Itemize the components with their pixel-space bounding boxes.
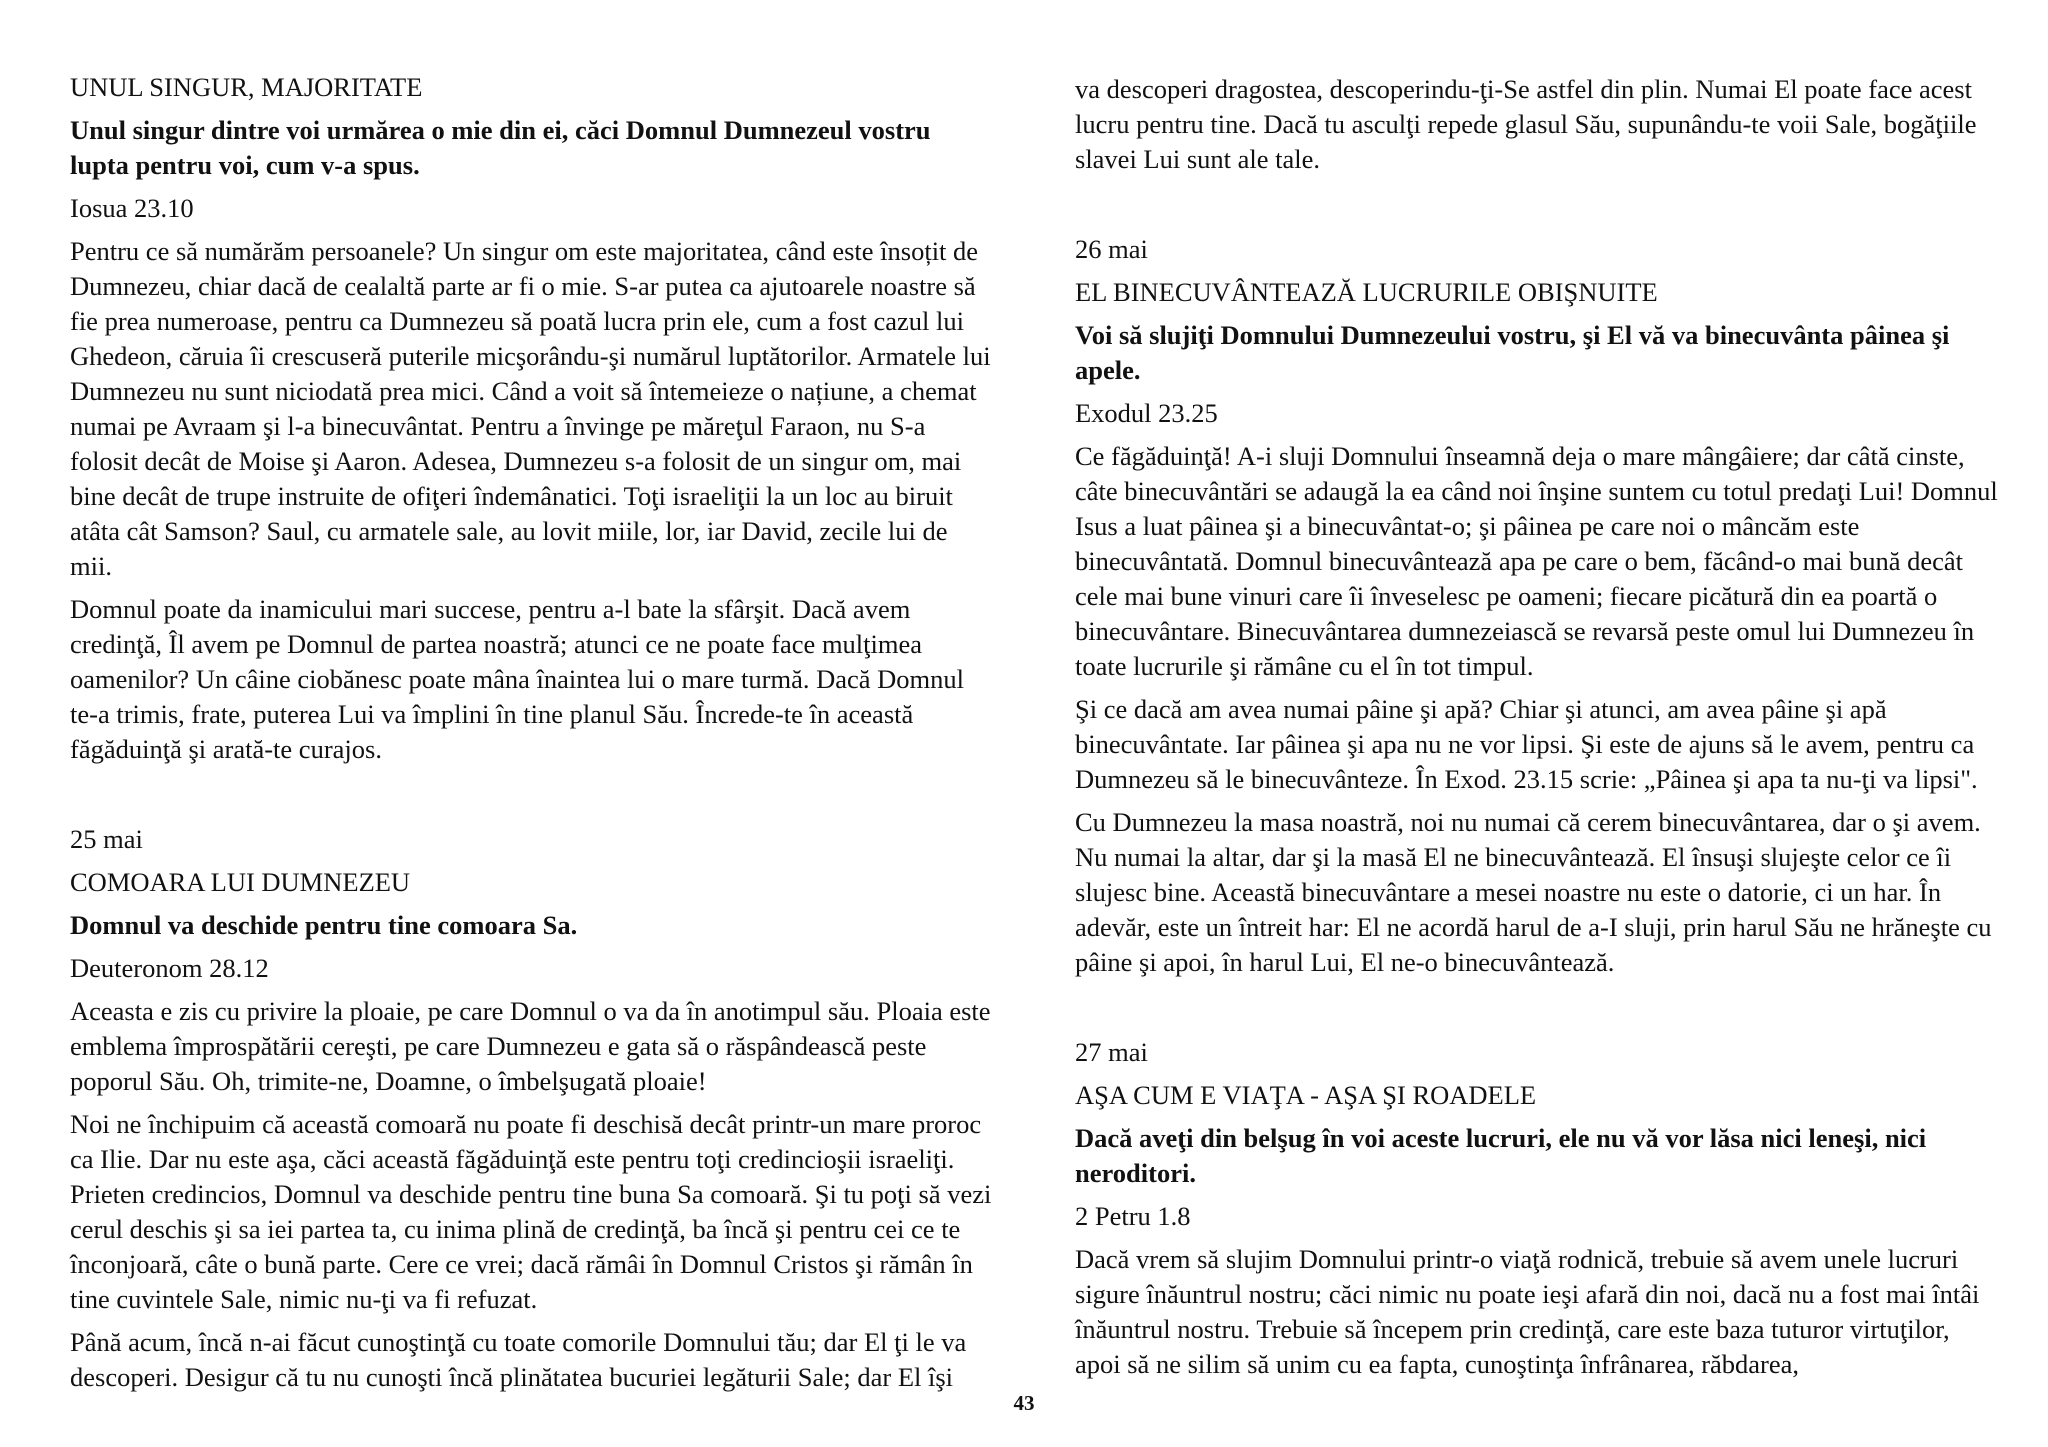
body-paragraph: Pentru ce să numărăm persoanele? Un singur om este majoritatea, când este însoțit de Dumnezeu, chiar dacă de cealaltă parte ar fi o mie. S-ar putea ca ajutoarele noastre să fie prea numeroase, pentru ca Dumnezeu să poată lucra prin ele, cum a fost cazul lui Ghedeon, căruia îi crescuseră puterile micşorându-şi numărul luptătorilor. Armatele lui Dumnezeu nu sunt niciodată prea mici. Când a voit să întemeieze o națiune, a chemat numai pe Avraam şi l-a binecuvântat. Pentru a învinge pe măreţul Faraon, nu S-a folosit decât de Moise şi Aaron. Adesea, Dumnezeu s-a folosit de un singur om, mai bine decât de trupe instruite de ofiţeri îndemânatici. Toţi israeliţii la un loc au biruit atâta cât Samson? Saul, cu armatele sale, au lovit miile, lor, iar David, zecile lui de mii. xyxy=(70,236,991,581)
devotional-entry xyxy=(70,822,995,1395)
continued-paragraph: va descoperi dragostea, descoperindu-ţi-Se astfel din plin. Numai El poate face acest lucru pentru tine. Dacă tu asculţi repede glasul Său, supunându-te voii Sale, bogăţiile slavei Lui sunt ale tale. xyxy=(1075,74,1977,174)
verse-reference: 2 Petru 1.8 xyxy=(1075,1201,1191,1231)
devotional-entry xyxy=(1075,232,2000,980)
entry-title: EL BINECUVÂNTEAZĂ LUCRURILE OBIŞNUITE xyxy=(1075,277,1658,307)
entry-date: 25 mai xyxy=(70,824,143,854)
entry-title: COMOARA LUI DUMNEZEU xyxy=(70,867,411,897)
body-paragraph: Cu Dumnezeu la masa noastră, noi nu numai că cerem binecuvântarea, dar o şi avem. Nu numai la altar, dar şi la masă El ne binecuvântează. El însuşi slujeşte celor ce îi slujesc bine. Această binecuvântare a mesei noastre nu este o datorie, ci un har. În adevăr, este un întreit har: El ne acordă harul de a-I sluji, prin harul Său ne hrăneşte cu pâine şi apoi, în harul Lui, El ne-o binecuvântează. xyxy=(1075,807,1992,977)
left-column xyxy=(70,70,995,1403)
body-paragraph: Noi ne închipuim că această comoară nu poate fi deschisă decât printr-un mare proroc ca Ilie. Dar nu este aşa, căci această făgăduinţă este pentru toţi credincioşii israeliţi. Prieten credincios, Domnul va deschide pentru tine buna Sa comoară. Şi tu poţi să vezi cerul deschis şi sa iei partea ta, cu inima plină de credinţă, ba încă şi pentru cei ce te înconjoară, câte o bună parte. Cere ce vrei; dacă rămâi în Domnul Cristos şi rămân în tine cuvintele Sale, nimic nu-ţi va fi refuzat. xyxy=(70,1109,992,1314)
body-paragraph: Dacă vrem să slujim Domnului printr-o viaţă rodnică, trebuie să avem unele lucruri sigure înăuntrul nostru; căci nimic nu poate ieşi afară din noi, dacă nu a fost mai întâi înăuntrul nostru. Trebuie să începem prin credinţă, care este baza tuturor virtuţilor, apoi să ne silim să unim cu ea fapta, cunoştinţa înfrânarea, răbdarea, xyxy=(1075,1244,1980,1379)
devotional-entry xyxy=(70,70,995,767)
page-number: 43 xyxy=(1013,1391,1035,1415)
key-verse: Dacă aveţi din belşug în voi aceste lucruri, ele nu vă vor lăsa nici leneşi, nici neroditori. xyxy=(1075,1123,1927,1188)
body-paragraph: Aceasta e zis cu privire la ploaie, pe care Domnul o va da în anotimpul său. Ploaia este emblema împrospătării cereşti, pe care Dumnezeu e gata să o răspândească peste poporul Său. Oh, trimite-ne, Doamne, o îmbelşugată ploaie! xyxy=(70,996,991,1096)
key-verse: Unul singur dintre voi urmărea o mie din ei, căci Domnul Dumnezeul vostru lupta pentru voi, cum v-a spus. xyxy=(70,115,931,180)
verse-reference: Iosua 23.10 xyxy=(70,193,194,223)
body-paragraph: Domnul poate da inamicului mari succese, pentru a-l bate la sfârşit. Dacă avem credinţă, Îl avem pe Domnul de partea noastră; atunci ce ne poate face mulţimea oamenilor? Un câine ciobănesc poate mâna înaintea lui o mare turmă. Dacă Domnul te-a trimis, frate, puterea Lui va împlini în tine planul Său. Încrede-te în această făgăduinţă şi arată-te curajos. xyxy=(70,594,965,764)
entry-title: AŞA CUM E VIAŢA - AŞA ŞI ROADELE xyxy=(1075,1080,1537,1110)
right-column xyxy=(1075,72,2000,1390)
verse-reference: Deuteronom 28.12 xyxy=(70,953,269,983)
entry-title: UNUL SINGUR, MAJORITATE xyxy=(70,72,423,102)
entry-date: 26 mai xyxy=(1075,234,1148,264)
body-paragraph: Şi ce dacă am avea numai pâine şi apă? Chiar şi atunci, am avea pâine şi apă binecuvântate. Iar pâinea şi apa nu ne vor lipsi. Şi este de ajuns să le avem, pentru ca Dumnezeu să le binecuvânteze. În Exod. 23.15 scrie: „Pâinea şi apa ta nu-ţi va lipsi". xyxy=(1075,694,1978,794)
devotional-entry xyxy=(1075,1035,2000,1382)
key-verse: Domnul va deschide pentru tine comoara Sa. xyxy=(70,910,578,940)
key-verse: Voi să slujiţi Domnului Dumnezeului vostru, şi El vă va binecuvânta pâinea şi apele. xyxy=(1075,320,1950,385)
body-paragraph: Ce făgăduinţă! A-i sluji Domnului înseamnă deja o mare mângâiere; dar câtă cinste, câte binecuvântări se adaugă la ea când noi înşine suntem cu totul predaţi Lui! Domnul Isus a luat pâinea şi a binecuvântat-o; şi pâinea pe care noi o mâncăm este binecuvântată. Domnul binecuvântează apa pe care o bem, făcând-o mai bună decât cele mai bune vinuri care îi înveselesc pe oameni; fiecare picătură din ea poartă o binecuvântare. Binecuvântarea dumnezeiască se revarsă peste omul lui Dumnezeu în toate lucrurile şi rămâne cu el în tot timpul. xyxy=(1075,441,1998,681)
verse-reference: Exodul 23.25 xyxy=(1075,398,1218,428)
entry-date: 27 mai xyxy=(1075,1037,1148,1067)
body-paragraph: Până acum, încă n-ai făcut cunoştinţă cu toate comorile Domnului tău; dar El ţi le va descoperi. Desigur că tu nu cunoşti încă plinătatea bucuriei legăturii Sale; dar El îşi xyxy=(70,1327,967,1392)
